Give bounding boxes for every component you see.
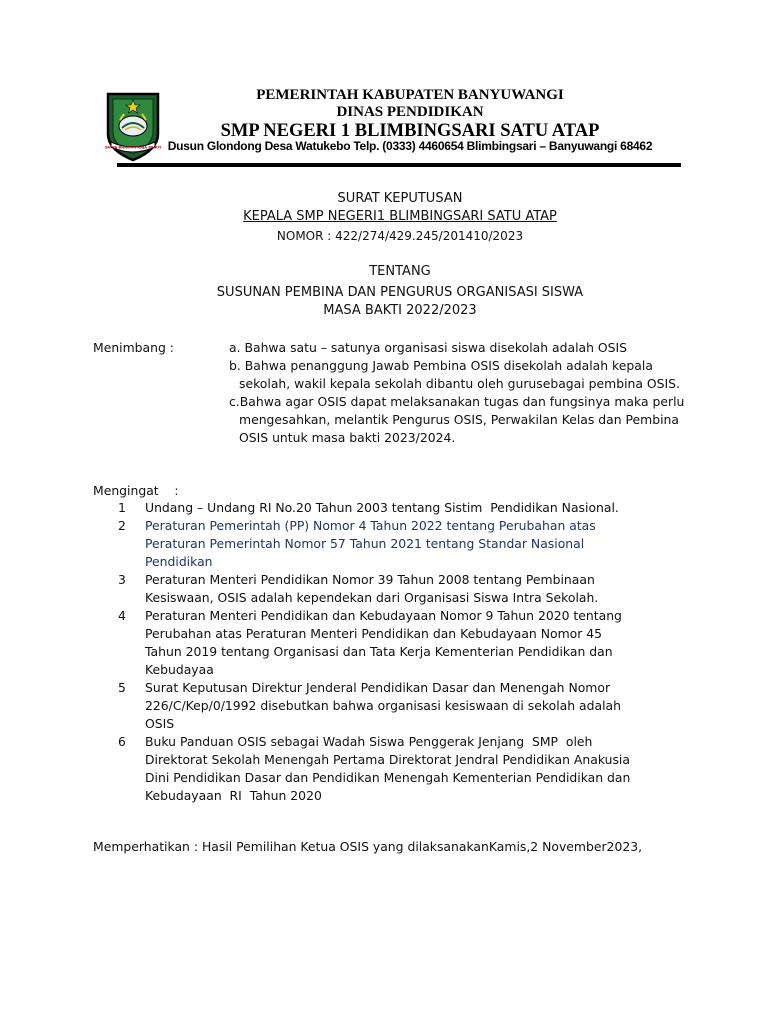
mengingat-label: Mengingat : xyxy=(93,483,179,498)
mengingat-item-line: Surat Keputusan Direktur Jenderal Pendidikan Dasar dan Menengah Nomor xyxy=(145,680,611,695)
mengingat-item-line: OSIS xyxy=(145,716,175,731)
mengingat-item-line: Buku Panduan OSIS sebagai Wadah Siswa Penggerak Jenjang SMP oleh xyxy=(145,734,593,749)
mengingat-item-line: Direktorat Sekolah Menengah Pertama Direktorat Jendral Pendidikan Anakusia xyxy=(145,752,630,767)
mengingat-item-number: 1 xyxy=(118,500,126,515)
subject-line-1: SUSUNAN PEMBINA DAN PENGURUS ORGANISASI SISWA xyxy=(216,285,584,300)
mengingat-item-line: Kesiswaan, OSIS adalah kependekan dari Organisasi Siswa Intra Sekolah. xyxy=(145,590,599,605)
mengingat-item-number: 6 xyxy=(118,734,126,749)
mengingat-item-number: 2 xyxy=(118,518,126,533)
about-heading: TENTANG xyxy=(369,264,431,279)
mengingat-item-line: Peraturan Menteri Pendidikan dan Kebudayaan Nomor 9 Tahun 2020 tentang xyxy=(145,608,622,623)
menimbang-label: Menimbang : xyxy=(93,340,174,355)
government-name: PEMERINTAH KABUPATEN BANYUWANGI xyxy=(256,87,564,103)
department-name: DINAS PENDIDIKAN xyxy=(336,104,484,120)
mengingat-item-number: 4 xyxy=(118,608,126,623)
menimbang-point-a: a. Bahwa satu – satunya organisasi siswa disekolah adalah OSIS xyxy=(229,340,628,355)
school-name: SMP NEGERI 1 BLIMBINGSARI SATU ATAP xyxy=(220,121,600,141)
memperhatikan-line: Memperhatikan : Hasil Pemilihan Ketua OSIS yang dilaksanakanKamis,2 November2023, xyxy=(93,839,643,854)
school-address: Dusun Glondong Desa Watukebo Telp. (0333) 4460654 Blimbingsari – Banyuwangi 68462 xyxy=(167,139,653,153)
letterhead-divider xyxy=(117,163,681,167)
document-number: NOMOR : 422/274/429.245/201410/2023 xyxy=(276,229,524,243)
menimbang-point-b-line1: b. Bahwa penanggung Jawab Pembina OSIS disekolah adalah kepala xyxy=(229,358,653,373)
banyuwangi-regency-crest-icon xyxy=(104,90,162,162)
menimbang-point-c-line3: OSIS untuk masa bakti 2023/2024. xyxy=(239,430,456,445)
mengingat-item-number: 3 xyxy=(118,572,126,587)
mengingat-item-line: 226/C/Kep/0/1992 disebutkan bahwa organisasi kesiswaan di sekolah adalah xyxy=(145,698,621,713)
mengingat-item-number: 5 xyxy=(118,680,126,695)
mengingat-item-line: Pendidikan xyxy=(145,554,213,569)
svg-text:SATYA BHAKTI PRAJA MUKTI: SATYA BHAKTI PRAJA MUKTI xyxy=(104,145,162,150)
mengingat-item-line: Undang – Undang RI No.20 Tahun 2003 tentang Sistim Pendidikan Nasional. xyxy=(145,500,619,515)
mengingat-item-line: Peraturan Pemerintah (PP) Nomor 4 Tahun 2022 tentang Perubahan atas xyxy=(145,518,596,533)
mengingat-item-line: Dini Pendidikan Dasar dan Pendidikan Menengah Kementerian Pendidikan dan xyxy=(145,770,631,785)
mengingat-item-line: Kebudayaan RI Tahun 2020 xyxy=(145,788,322,803)
menimbang-point-b-line2: sekolah, wakil kepala sekolah dibantu oleh gurusebagai pembina OSIS. xyxy=(239,376,680,391)
issuer-line: KEPALA SMP NEGERI1 BLIMBINGSARI SATU ATAP xyxy=(243,209,557,224)
mengingat-item-line: Tahun 2019 tentang Organisasi dan Tata Kerja Kementerian Pendidikan dan xyxy=(145,644,613,659)
menimbang-point-c-line2: mengesahkan, melantik Pengurus OSIS, Perwakilan Kelas dan Pembina xyxy=(239,412,679,427)
mengingat-item-line: Peraturan Pemerintah Nomor 57 Tahun 2021 tentang Standar Nasional xyxy=(145,536,585,551)
document-title: SURAT KEPUTUSAN xyxy=(337,191,463,206)
mengingat-item-line: Perubahan atas Peraturan Menteri Pendidikan dan Kebudayaan Nomor 45 xyxy=(145,626,603,641)
subject-line-2: MASA BAKTI 2022/2023 xyxy=(323,303,477,318)
menimbang-point-c-line1: c.Bahwa agar OSIS dapat melaksanakan tugas dan fungsinya maka perlu xyxy=(229,394,685,409)
mengingat-item-line: Peraturan Menteri Pendidikan Nomor 39 Tahun 2008 tentang Pembinaan xyxy=(145,572,595,587)
mengingat-item-line: Kebudayaa xyxy=(145,662,214,677)
